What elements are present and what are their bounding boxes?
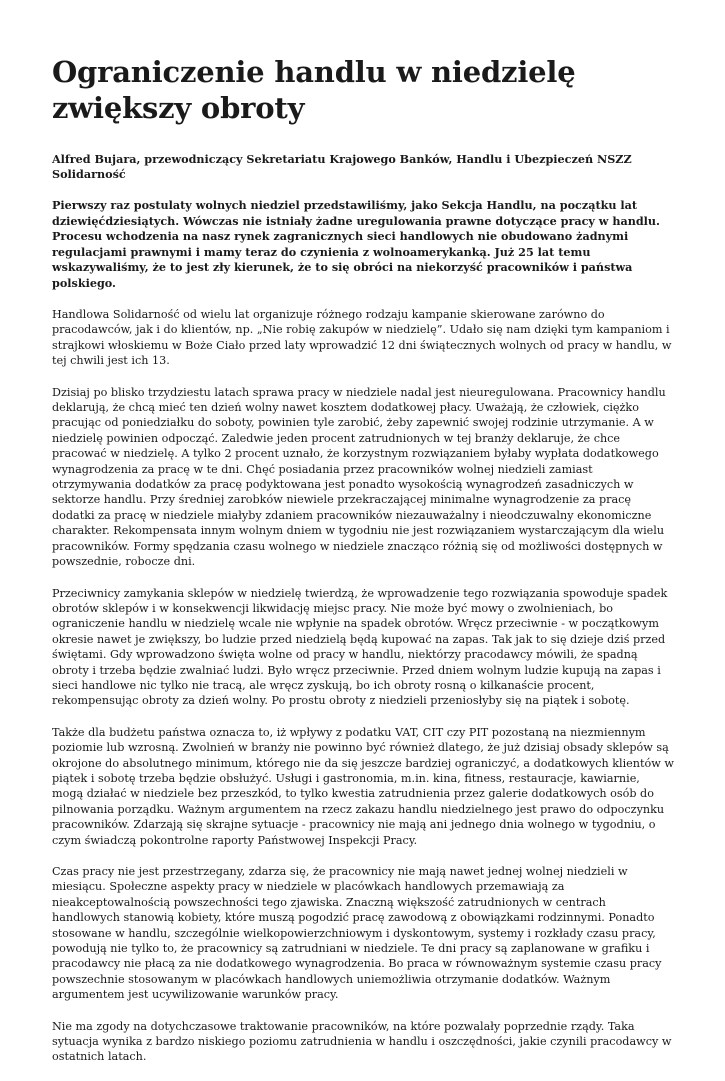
article-author: Alfred Bujara, przewodniczący Sekretariatu Krajowego Banków, Handlu i Ubezpieczeń NSZZ Solidarność <box>52 152 632 181</box>
article-lead: Pierwszy raz postulaty wolnych niedziel przedstawiliśmy, jako Sekcja Handlu, na początku lat dziewięćdziesiątych. Wówczas nie istniały żadne uregulowania prawne dotyczące pracy w handlu. Procesu wchodzenia na nasz rynek zagranicznych sieci handlowych nie obudowano żadnymi regulacjami prawnymi i mamy teraz do czynienia z wolnoamerykanką. Już 25 lat temu wskazywaliśmy, że to jest zły kierunek, że to się obróci na niekorzyść pracowników i państwa polskiego. <box>52 198 660 290</box>
paragraph-2: Dzisiaj po blisko trzydziestu latach sprawa pracy w niedziele nadal jest nieuregulowana. Pracownicy handlu deklarują, że chcą mieć ten dzień wolny nawet kosztem dodatkowej płacy. Uważają, że człowiek, ciężko pracując od poniedziałku do soboty, powinien tyle zarobić, żeby zapewnić swojej rodzinie utrzymanie. A w niedzielę powinien odpocząć. Zaledwie jeden procent zatrudnionych w tej branży deklaruje, że chce pracować w niedzielę. A tylko 2 procent uznało, że korzystnym rozwiązaniem byłaby wypłata dodatkowego wynagrodzenia za pracę w te dni. Chęć posiadania przez pracowników wolnej niedzieli zamiast otrzymywania dodatków za pracę podyktowana jest ponadto wysokością wynagrodzeń zasadniczych w sektorze handlu. Przy średniej zarobków niewiele przekraczającej minimalne wynagrodzenie za pracę dodatki za pracę w niedziele miałyby zdaniem pracowników niezauważalny i nieodczuwalny ekonomiczne charakter. Rekompensata innym wolnym dniem w tygodniu nie jest rozwiązaniem wystarczającym dla wielu pracowników. Formy spędzania czasu wolnego w niedziele znacząco różnią się od możliwości dostępnych w powszednie, robocze dni. <box>52 385 666 569</box>
paragraph-5: Czas pracy nie jest przestrzegany, zdarza się, że pracownicy nie mają nawet jednej wolnej niedzieli w miesiącu. Społeczne aspekty pracy w niedziele w placówkach handlowych przemawiają za nieakceptowalnością powszechności tego zjawiska. Znaczną większość zatrudnionych w centrach handlowych stanowią kobiety, które muszą pogodzić pracę zawodową z obowiązkami rodzinnymi. Ponadto stosowane w handlu, szczególnie wielkopowierzchniowym i dyskontowym, systemy i rozkłady czasu pracy, powodują nie tylko to, że pracownicy są zatrudniani w niedziele. Te dni pracy są zaplanowane w grafiku i pracodawcy nie płacą za nie dodatkowego wynagrodzenia. Bo praca w równoważnym systemie czasu pracy powszechnie stosowanym w placówkach handlowych uniemożliwia otrzymanie dodatków. Ważnym argumentem jest ucywilizowanie warunków pracy. <box>52 865 662 1002</box>
paragraph-4: Także dla budżetu państwa oznacza to, iż wpływy z podatku VAT, CIT czy PIT pozostaną na niezmiennym poziomie lub wzrosną. Zwolnień w branży nie powinno być również dlatego, że już dzisiaj obsady sklepów są okrojone do absolutnego minimum, którego nie da się jeszcze bardziej ograniczyć, a dodatkowych klientów w piątek i sobotę trzeba będzie obsłużyć. Usługi i gastronomia, m.in. kina, fitness, restauracje, kawiarnie, mogą działać w niedziele bez przeszkód, to tylko kwestia zatrudnienia przez galerie dodatkowych osób do pilnowania porządku. Ważnym argumentem na rzecz zakazu handlu niedzielnego jest prawo do odpoczynku pracowników. Zdarzają się skrajne sytuacje - pracownicy nie mają ani jednego dnia wolnego w tygodniu, o czym świadczą pokontrolne raporty Państwowej Inspekcji Pracy. <box>52 725 674 847</box>
paragraph-3: Przeciwnicy zamykania sklepów w niedzielę twierdzą, że wprowadzenie tego rozwiązania spowoduje spadek obrotów sklepów i w konsekwencji likwidację miejsc pracy. Nie może być mowy o zwolnieniach, bo ograniczenie handlu w niedzielę wcale nie wpłynie na spadek obrotów. Wręcz przeciwnie - w początkowym okresie nawet je zwiększy, bo ludzie przed niedzielą będą kupować na zapas. Tak jak to się dzieje dziś przed świętami. Gdy wprowadzono święta wolne od pracy w handlu, niektórzy pracodawcy mówili, że spadną obroty i trzeba będzie zwalniać ludzi. Było wręcz przeciwnie. Przed dniem wolnym ludzie kupują na zapas i sieci handlowe nic tylko nie tracą, ale wręcz zyskują, bo ich obroty rosną o kilkanaście procent, rekompensując obroty za dzień wolny. Po prostu obroty z niedzieli przeniosłyby się na piątek i sobotę. <box>52 586 668 708</box>
paragraph-1: Handlowa Solidarność od wielu lat organizuje różnego rodzaju kampanie skierowane zarówno do pracodawców, jak i do klientów, np. „Nie robię zakupów w niedzielę”. Udało się nam dzięki tym kampaniom i strajkowi włoskiemu w Boże Ciało przed laty wprowadzić 12 dni świątecznych wolnych od pracy w handlu, w tej chwili jest ich 13. <box>52 308 672 368</box>
article <box>52 54 674 1081</box>
article-title: Ograniczenie handlu w niedzielę zwiększy obroty <box>52 55 576 125</box>
paragraph-6: Nie ma zgody na dotychczasowe traktowanie pracowników, na które pozwalały poprzednie rządy. Taka sytuacja wynika z bardzo niskiego poziomu zatrudnienia w handlu i oszczędności, jakie czynili pracodawcy w ostatnich latach. <box>52 1019 672 1064</box>
